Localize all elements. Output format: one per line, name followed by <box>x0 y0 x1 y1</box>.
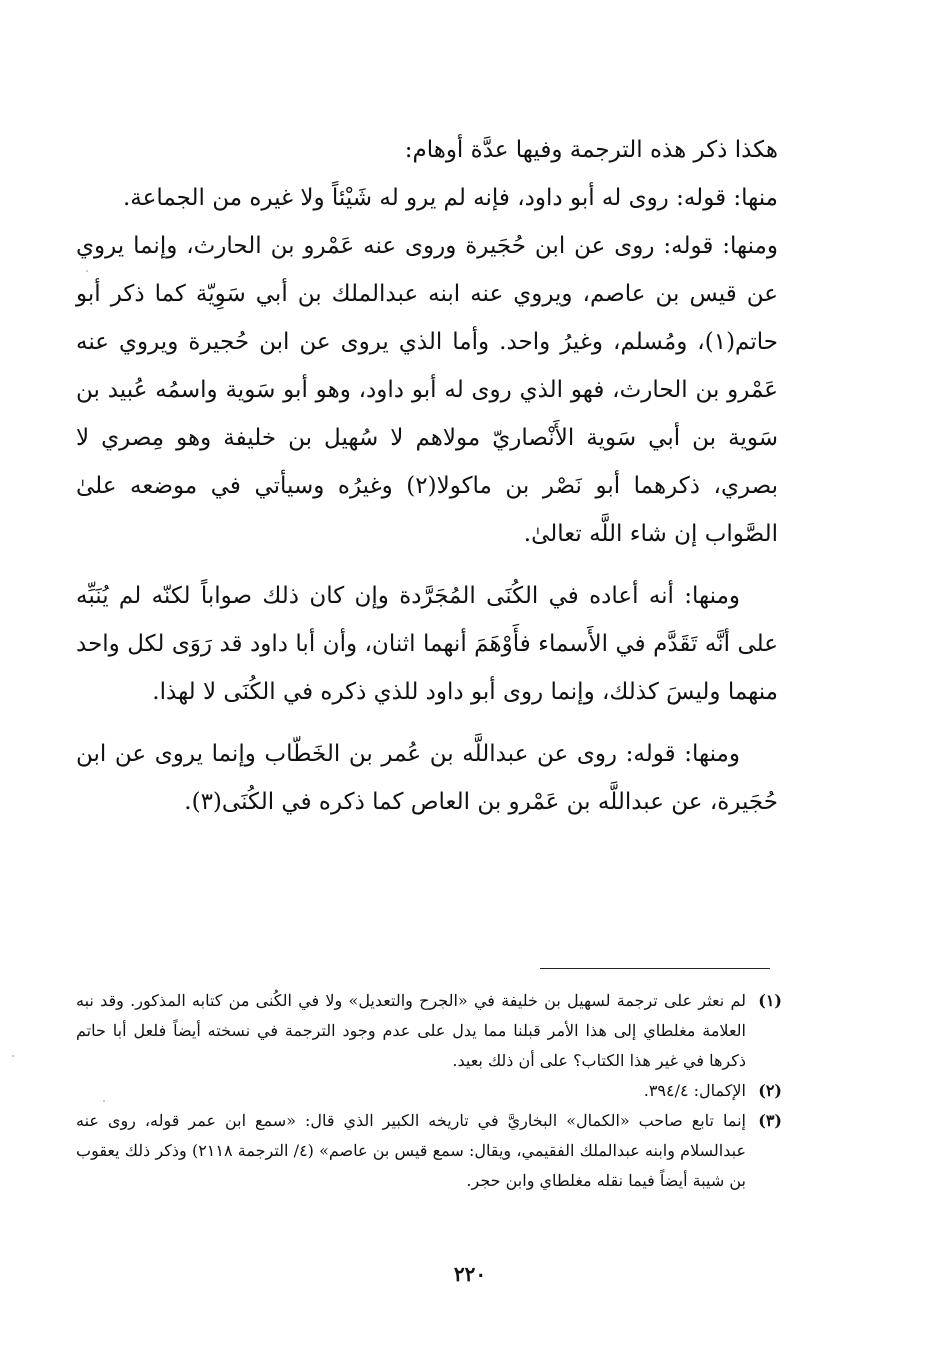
paragraph-fourth-error: ومنها: قوله: روى عن عبداللَّه بن عُمر بن الخَطّاب وإنما يروى عن ابن حُجَيرة، عن عبداللَّه بن عَمْرو بن العاص كما ذكره في الكُنَى(٣). <box>76 741 778 815</box>
footnote-number: (٢) <box>758 1081 782 1100</box>
main-text-block <box>76 126 778 826</box>
footnote-text: لم نعثر على ترجمة لسهيل بن خليفة في «الجرح والتعديل» ولا في الكُنى من كتابه المذكور. وقد نبه العلامة مغلطاي إلى هذا الأمر قبلنا مما يدل على عدم وجود الترجمة في نسخته أيضاً فلعل أبا حاتم ذكرها في غير هذا الكتاب؟ على أن ذلك بعيد. <box>76 991 746 1070</box>
scan-speck <box>103 1100 105 1102</box>
page-number: ٢٢٠ <box>453 1262 487 1286</box>
footnote-text: الإكمال: ٣٩٤/٤. <box>643 1081 746 1100</box>
footnotes-block <box>76 986 782 1196</box>
footnote-2 <box>76 1076 782 1106</box>
scan-speck <box>86 270 88 272</box>
footnote-number: (١) <box>758 991 782 1010</box>
paragraph-second-error: ومنها: قوله: روى عن ابن حُجَيرة وروى عنه عَمْرو بن الحارث، وإنما يروي عن قيس بن عاصم، ويروي عنه ابنه عبدالملك بن أبي سَوِيّة كما ذكر أبو حاتم(١)، ومُسلم، وغيرُ واحد. وأما الذي يروى عن ابن حُجيرة ويروي عنه عَمْرو بن الحارث، فهو الذي روى له أبو داود، وهو أبو سَوية واسمُه عُبيد بن سَوية بن أبي سَوية الأَنْصاريّ مولاهم لا سُهيل بن خليفة وهو مِصري لا بصري، ذكرهما أبو نَصْر بن ماكولا(٢) وغيرُه وسيأتي في موضعه علىٰ الصَّواب إن شاء اللَّه تعالىٰ. <box>76 233 778 547</box>
footnote-separator <box>540 968 770 969</box>
scan-speck <box>12 1055 14 1057</box>
footnote-3 <box>76 1106 782 1196</box>
paragraph-first-error: منها: قوله: روى له أبو داود، فإنه لم يرو له شَيْئاً ولا غيره من الجماعة. <box>123 185 778 211</box>
footnote-text: إنما تابع صاحب «الكمال» البخاريَّ في تاريخه الكبير الذي قال: «سمع ابن عمر قوله، روى عنه عبدالسلام وابنه عبدالملك الفقيمي، ويقال: سمع قيس بن عاصم» (٤/ الترجمة ٢١١٨) وذكر ذلك يعقوب بن شيبة أيضاً فيما نقله مغلطاي وابن حجر. <box>76 1111 747 1190</box>
footnote-number: (٣) <box>758 1111 782 1130</box>
paragraph-third-error: ومنها: أنه أعاده في الكُنَى المُجَرَّدة وإن كان ذلك صواباً لكنّه لم يُنَبِّه على أنَّه تَقَدَّم في الأَسماء فأَوْهَمَ أنهما اثنان، وأن أبا داود قد رَوَى لكل واحد منهما وليسَ كذلك، وإنما روى أبو داود للذي ذكره في الكُنَى لا لهذا. <box>76 583 778 705</box>
paragraph-intro: هكذا ذكر هذه الترجمة وفيها عدَّة أوهام: <box>404 137 778 163</box>
footnote-1 <box>76 986 782 1076</box>
